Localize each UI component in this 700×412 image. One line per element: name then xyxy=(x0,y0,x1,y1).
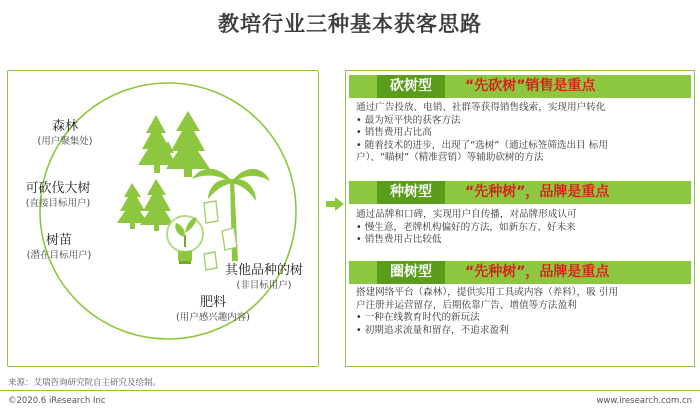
cuttable-tree-name: 可砍伐大树 xyxy=(25,181,91,196)
other-tree-sub: (非目标用户) xyxy=(236,280,292,291)
section-tag-plant: 种树型 xyxy=(377,181,445,204)
page-title: 教培行业三种基本获客思路 xyxy=(218,12,482,36)
metaphor-panel xyxy=(7,70,319,367)
section-headline-enclose: “先种树”，品牌是重点 xyxy=(465,264,610,280)
section-line: 通过广告投放、电销、社群等获得销售线索，实现用户转化 xyxy=(356,102,606,113)
section-header-cut xyxy=(349,75,691,98)
section-line: 通过品牌和口碑，实现用户自传播，对品牌形成认可 xyxy=(356,209,577,220)
section-line: • 慢生意，老牌机构偏好的方法，如新东方、好未来 xyxy=(356,221,576,233)
section-line: 户）、“瞄树”（精准营销）等辅助砍树的方法 xyxy=(356,152,544,164)
section-tag-cut: 砍树型 xyxy=(377,75,445,98)
other-tree-label xyxy=(212,263,316,292)
section-line: 搭建网络平台（森林），提供实用工具或内容（养料），吸 引用 xyxy=(356,287,619,298)
sapling-sub: (潜在目标用户) xyxy=(26,250,92,261)
footer-divider xyxy=(0,390,700,391)
section-line: • 一种在线教育时代的新玩法 xyxy=(356,312,480,324)
section-header-plant xyxy=(349,181,691,204)
forest-sub: (用户聚集处) xyxy=(37,136,93,147)
cuttable-tree-label xyxy=(10,181,106,210)
fertilizer-sub: (用户感兴趣内容) xyxy=(176,312,250,323)
section-line: • 随着技术的进步，出现了“选树”（通过标签筛选出目 标用 xyxy=(356,139,608,151)
sapling-label xyxy=(12,233,106,262)
section-body-plant xyxy=(356,209,690,247)
section-headline-plant: “先种树”，品牌是重点 xyxy=(465,184,610,200)
cuttable-tree-sub: (直接目标用户) xyxy=(25,198,91,209)
section-line: • 最为短平快的获客方法 xyxy=(356,114,461,126)
other-tree-name: 其他品种的树 xyxy=(224,263,303,278)
website-link[interactable]: www.iresearch.com.cn xyxy=(596,396,692,406)
section-headline-cut: “先砍树”销售是重点 xyxy=(465,78,596,94)
cuttable-trees-icon xyxy=(117,179,174,231)
sapling-name: 树苗 xyxy=(45,233,72,248)
section-body-enclose xyxy=(356,287,690,337)
copyright: ©2020.6 iResearch Inc xyxy=(8,396,106,406)
forest-name: 森林 xyxy=(51,119,78,134)
section-line: • 销售费用占比高 xyxy=(356,127,432,139)
section-line: 户注册并运营留存，后期依靠广告、增值等方法盈利 xyxy=(356,299,577,311)
source-note: 来源：艾瑞咨询研究院自主研究及绘制。 xyxy=(8,378,162,388)
fertilizer-label xyxy=(158,295,268,324)
section-line: • 初期追求流量和留存，不追求盈利 xyxy=(356,324,509,336)
section-line: • 销售费用占比较低 xyxy=(356,234,442,246)
section-body-cut xyxy=(356,102,690,165)
forest-trees-icon xyxy=(138,111,210,177)
section-tag-enclose: 圈树型 xyxy=(377,261,445,284)
fertilizer-name: 肥料 xyxy=(199,295,226,310)
strategies-panel xyxy=(345,70,695,367)
right-arrow-icon xyxy=(326,197,344,211)
sapling-bulb-icon xyxy=(167,216,203,264)
forest-label xyxy=(22,119,108,148)
section-header-enclose xyxy=(349,261,691,284)
